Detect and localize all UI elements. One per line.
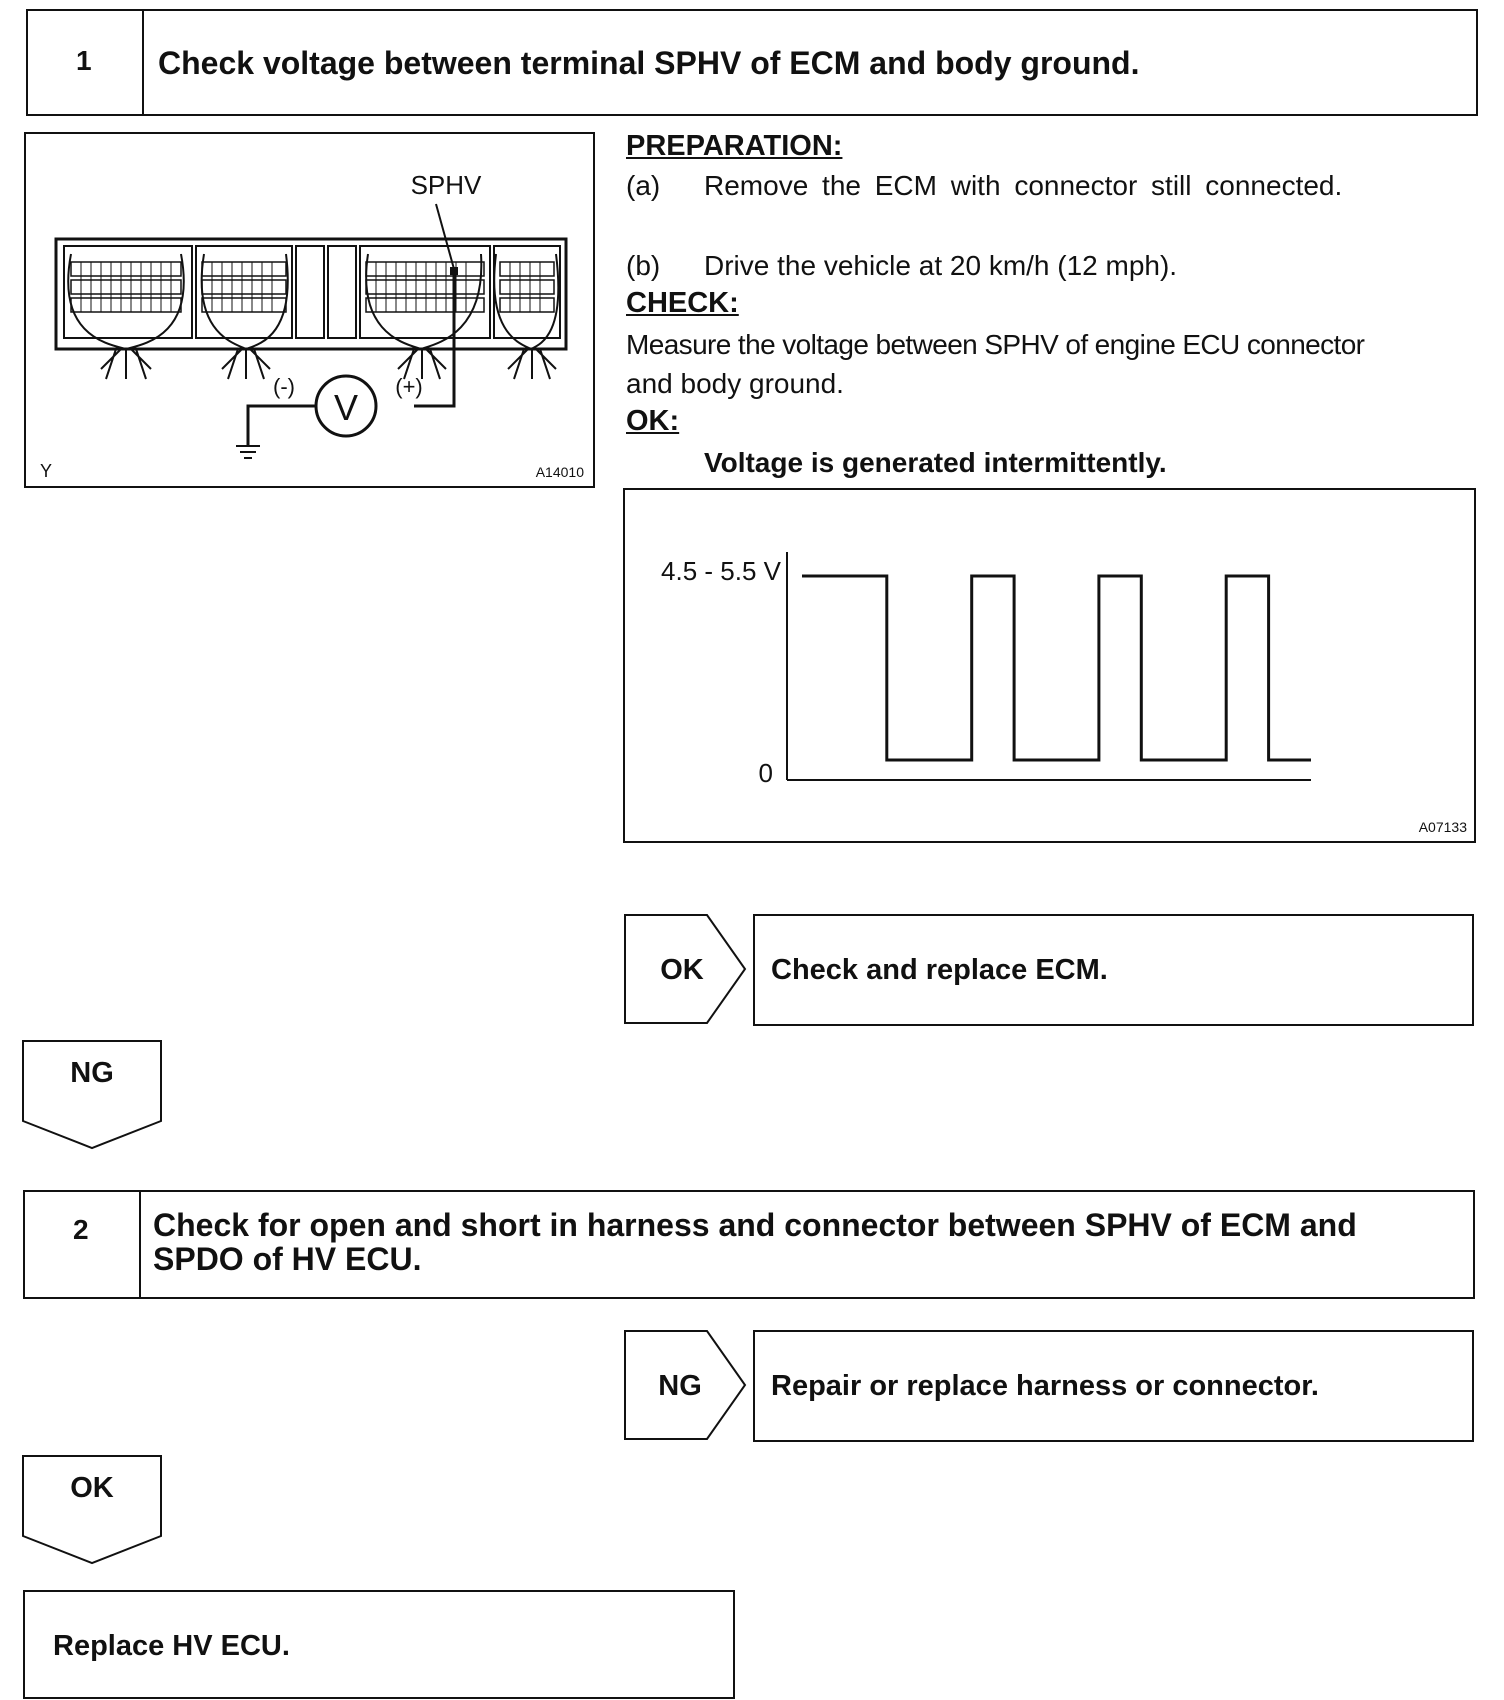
result2-tag-arrow <box>624 1330 754 1442</box>
result1-text: Check and replace ECM. <box>771 954 1108 986</box>
ok-heading: OK: <box>626 405 680 437</box>
plus-label: (+) <box>395 374 423 399</box>
waveform-line <box>802 576 1311 760</box>
waveform-svg <box>625 490 1474 841</box>
branch1-tag: NG <box>70 1057 114 1089</box>
ecm-connector-diagram <box>26 134 593 486</box>
minus-label: (-) <box>273 374 295 399</box>
check-line-2: and body ground. <box>626 368 844 399</box>
step2-number: 2 <box>73 1214 89 1245</box>
branch2-tag-arrow <box>22 1455 164 1565</box>
step1-divider <box>142 11 144 114</box>
step2-title-line1: Check for open and short in harness and connector between SPHV of ECM and <box>153 1207 1357 1243</box>
step2-divider <box>139 1192 141 1297</box>
figure1-corner-label: Y <box>40 461 53 481</box>
step2-title-line2: SPDO of HV ECU. <box>153 1241 422 1277</box>
final-action-text: Replace HV ECU. <box>53 1630 290 1662</box>
result1-tag: OK <box>660 954 704 986</box>
branch2-tag: OK <box>70 1472 114 1504</box>
step-a-marker: (a) <box>626 170 661 201</box>
figure1-code: A14010 <box>535 464 584 480</box>
check-heading: CHECK: <box>626 287 739 319</box>
step1-header <box>26 9 1478 116</box>
step-b-text: Drive the vehicle at 20 km/h (12 mph). <box>704 250 1178 281</box>
preparation-heading: PREPARATION: <box>626 130 843 162</box>
waveform-chart <box>623 488 1476 843</box>
sphv-label: SPHV <box>410 170 482 200</box>
final-action-box <box>23 1590 735 1699</box>
sphv-probe-point <box>450 267 458 275</box>
negative-lead <box>248 406 316 446</box>
result1-tag-arrow <box>624 914 754 1026</box>
result1-box <box>753 914 1474 1026</box>
ground-icon <box>236 446 260 458</box>
y-high-tick-label: 4.5 - 5.5 V <box>661 556 781 586</box>
voltmeter-symbol: V <box>333 387 359 428</box>
result2-text: Repair or replace harness or connector. <box>771 1370 1319 1402</box>
step-b-marker: (b) <box>626 250 661 281</box>
step2-header <box>23 1190 1475 1299</box>
sphv-leader-line <box>436 204 454 269</box>
step1-number: 1 <box>76 45 92 76</box>
result2-tag: NG <box>658 1370 702 1402</box>
chart-code: A07133 <box>1418 819 1467 835</box>
ok-condition: Voltage is generated intermittently. <box>704 447 1167 478</box>
y-low-tick-label: 0 <box>758 758 773 788</box>
result2-box <box>753 1330 1474 1442</box>
step1-title: Check voltage between terminal SPHV of ECM and body ground. <box>158 45 1140 81</box>
step-a-text: Remove the ECM with connector still connected. <box>704 170 1343 201</box>
check-line-1: Measure the voltage between SPHV of engine ECU connector <box>626 329 1365 360</box>
ecm-connector-figure <box>24 132 595 488</box>
branch1-tag-arrow <box>22 1040 164 1150</box>
